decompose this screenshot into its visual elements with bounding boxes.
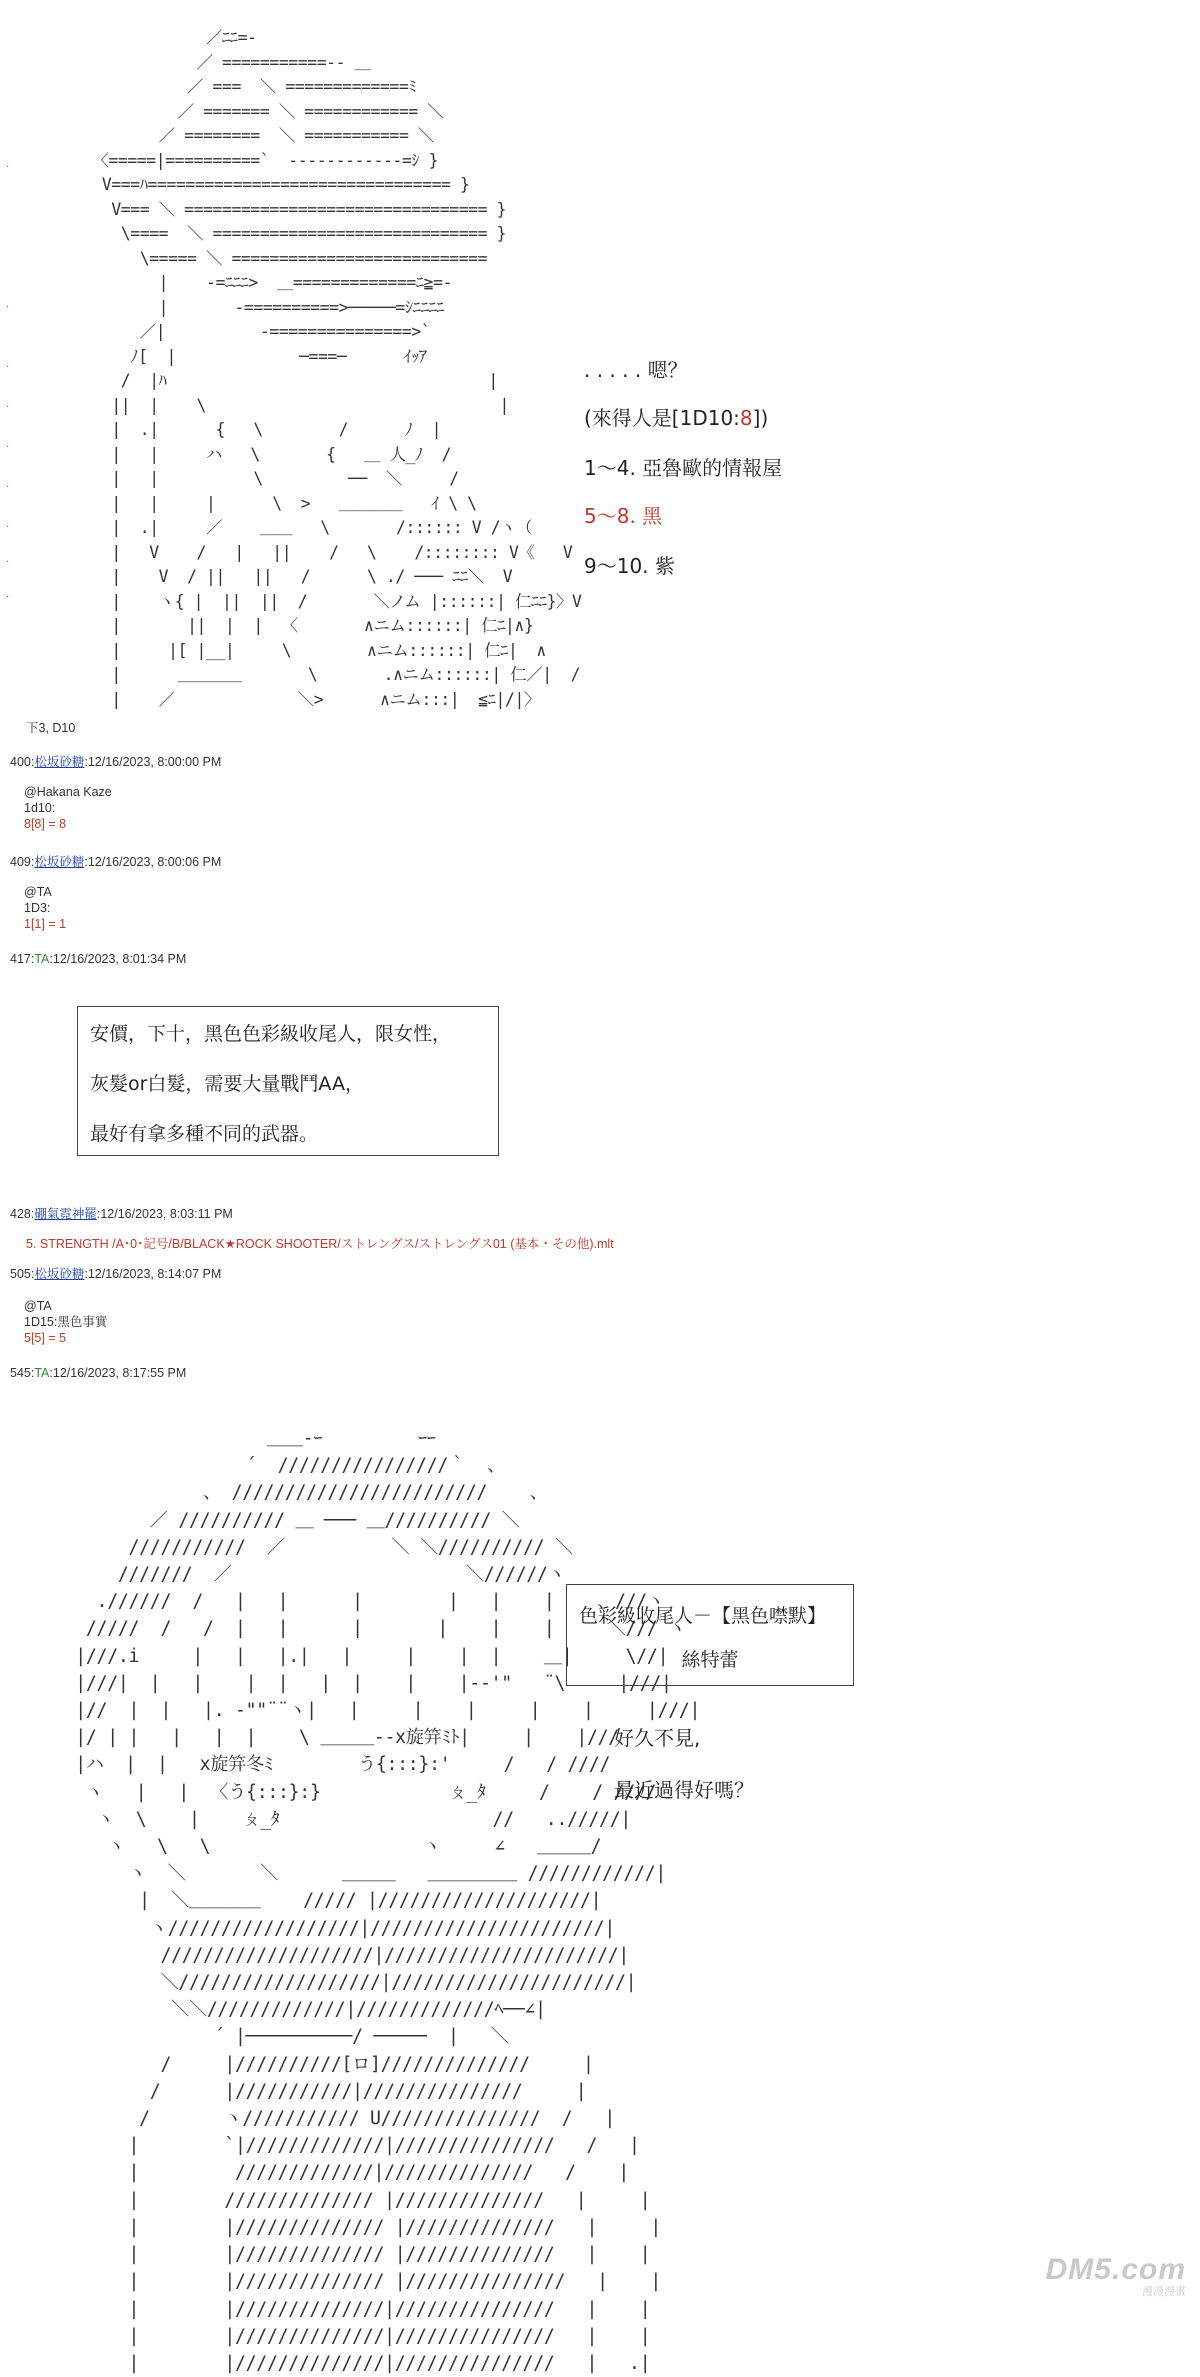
watermark-subtext: 漫漫漫畫 [1142, 2285, 1186, 2298]
name-card [566, 1584, 854, 1686]
request-line-3: 最好有拿多種不同的武器。 [90, 1123, 319, 1145]
dice-result: 1[1] = 1 [24, 917, 67, 931]
watermark-text: DM5.com [1045, 2253, 1186, 2286]
post-number: 409: [10, 855, 35, 869]
post-date: :12/16/2023, 8:00:00 PM [84, 755, 222, 769]
margin-dot: . [6, 399, 10, 410]
post-header-505 [10, 1264, 221, 1282]
post-number: 428: [10, 1207, 35, 1221]
request-line-1: 安價，下十，黑色色彩級收尾人，限女性， [90, 1023, 452, 1045]
poster-name-link[interactable]: 松坂砂糖 [34, 1267, 85, 1281]
post-header-409 [10, 852, 221, 870]
post-number: 505: [10, 1267, 35, 1281]
margin-dot: . [6, 439, 10, 450]
margin-dot: . [6, 299, 10, 310]
post-line: @TA [24, 885, 52, 899]
dice-result: 5[5] = 5 [24, 1331, 67, 1345]
post-date: :12/16/2023, 8:03:11 PM [96, 1207, 233, 1221]
margin-dot: . [6, 159, 10, 170]
greeting-line-1: 好久不見, [614, 1726, 701, 1750]
post-number: 400: [10, 755, 35, 769]
post-line: @TA [24, 1299, 52, 1313]
post-header-428 [10, 1204, 233, 1222]
post-date: :12/16/2023, 8:01:34 PM [49, 952, 187, 966]
margin-dot: . [6, 554, 10, 565]
story-roll-value: 8 [739, 406, 753, 430]
post-body-400 [24, 784, 112, 832]
post-line: @Hakana Kaze [24, 785, 112, 799]
post-date: :12/16/2023, 8:00:06 PM [84, 855, 222, 869]
story-option-2: 5～8. 黑 [584, 504, 663, 528]
margin-dot: . [6, 589, 10, 600]
story-option-3: 9～10. 紫 [584, 554, 675, 578]
story-roll [584, 402, 768, 431]
post-body-409 [24, 884, 66, 932]
name-card-name: 絲特蕾 [681, 1649, 739, 1671]
story-option-1: 1～4. 亞魯歐的情報屋 [584, 456, 783, 480]
watermark-logo [1046, 2253, 1186, 2299]
post-header-545 [10, 1366, 186, 1380]
post-date: :12/16/2023, 8:17:55 PM [49, 1366, 187, 1380]
aa-file-reference: 5. STRENGTH /A･0･記号/B/BLACK★ROCK SHOOTER/ストレングス/ストレングス01 (基本・その他).mlt [26, 1237, 614, 1251]
post-line: 1D3: [24, 901, 51, 915]
post-header-400 [10, 752, 221, 770]
post-number: 417: [10, 952, 35, 966]
dice-result: 8[8] = 8 [24, 817, 67, 831]
margin-dot: . [6, 479, 10, 490]
poster-name-link[interactable]: 松坂砂糖 [34, 755, 85, 769]
greeting-line-2: 最近過得好嗎？ [614, 1778, 754, 1802]
story-hmm: . . . . . 嗯？ [584, 358, 688, 382]
post-number: 545: [10, 1366, 35, 1380]
ascii-art-girl: ＿＿-ｰ ｰｰ ´ ////////////////｀ 、 、 //////////////////////// 、 ／ ////////// ＿ ─── ＿////////// ＼ /////////// ／ ＼ ＼////////// ＼ /////// ／ ＼//////ヽ .////// / | | | | | | 、///ヽ ///// / / | | | | | | ＼/// ヽ |///.i | | |.| | | | | ＿| \//| |///| | | | | | | | |‐‐'" ¨\ |///| |// | | |. ‐""¨¨ヽ| | | | | | |///| |/ | | | | | \ ＿＿＿‐‐x旋笄ﾐﾄ| | |/// |ハ | | x旋笄冬ﾐ う{:::}:' / / //// ヽ | | 〈う{:::}:} ㄆ_ﾀ / / //// ヽ \ | ㄆ_ﾀ // ../////| ヽ \ \ ヽ ∠ ＿＿＿/ ヽ ＼ ＼ ＿＿＿ ＿＿＿＿＿ ////////////| | ＼＿＿＿＿ ///// |////////////////////| ヽ//////////////////|//////////////////////| ////////////////////|//////////////////////| ＼///////////////////|//////////////////////| ＼＼/////////////|/////////////ﾍ──∠| ´ |──────────/ ───── | ＼ / |//////////[ロ]////////////// | / |///////////|/////////////// | / ヽ/////////// U/////////////// / | | `|/////////////|/////////////// / | | /////////////|////////////// / | | ////////////// |////////////// | | | |////////////// |////////////// | | | |////////////// |////////////// | | | |////////////// |/////////////// | | | |//////////////|/////////////// | | | |//////////////|/////////////// | | | |//////////////|/////////////// | .| [75, 1428, 701, 2374]
poster-name: TA [34, 1366, 50, 1380]
ascii-art-cap-figure: ／ﾆﾆ=- ／ ===========-- ＿ ／ === ＼ =============ﾐ ／ ======= ＼ ============ ＼ ／ ======== ＼ =========== ＼ 〈=====|==========` ------------=ｼ } V===ﾊ================================ } V=== ＼ ================================ } \==== ＼ ============================= } \===== ＼ =========================== | -=ﾆﾆﾆ> ＿=============ﾆ≧=- | -==========>─────=ｼﾆﾆﾆﾆ ／| -===============>` ﾉ[ | ─===─ ｲｯｱ / |ﾊ | || | \ | | .| { \ / ﾉ | | | ハ \ { ＿ 人_ﾉ / | | \ ── ＼ / | | | \ > ＿＿＿＿ ｲ \ \ | .| ／ ＿＿ \ /:::::: V /ヽ（ | V / | || / \ /:::::::: V《 V | V / || || / \ ./ ─── ﾆﾆ＼ V | ヽ{ | || || / ＼ノム |::::::| 仁ﾆﾆ}〉V | || | | 〈 ∧ニム::::::| 仁ﾆ|∧} | |[ |__| \ ∧ニム::::::| 仁ﾆ| ∧ | ＿＿＿＿ \ .∧ニム::::::| 仁／| / | ／ ＼> ∧ニム:::| ≦ﾆ|/|〉 [92, 28, 582, 709]
margin-dot: . [6, 359, 10, 370]
post-body-505 [24, 1298, 107, 1346]
margin-dot: . [6, 519, 10, 530]
story-roll-suffix: ]) [752, 406, 769, 430]
request-box [77, 1006, 499, 1156]
post-header-417 [10, 952, 186, 966]
post-line: 1d10: [24, 801, 56, 815]
poster-name: TA [34, 952, 50, 966]
poster-name-link[interactable]: 硼氣霓神罷 [34, 1207, 97, 1221]
poster-name-link[interactable]: 松坂砂糖 [34, 855, 85, 869]
note-under: 下3, D10 [26, 721, 76, 735]
name-card-title: 色彩級收尾人－【黑色噤默】 [579, 1605, 827, 1627]
request-line-2: 灰髮or白髮，需要大量戰鬥AA， [90, 1073, 364, 1095]
post-date: :12/16/2023, 8:14:07 PM [84, 1267, 222, 1281]
post-line: 1D15:黑色事實 [24, 1315, 108, 1329]
story-roll-prefix: (來得人是[1D10: [584, 406, 740, 430]
